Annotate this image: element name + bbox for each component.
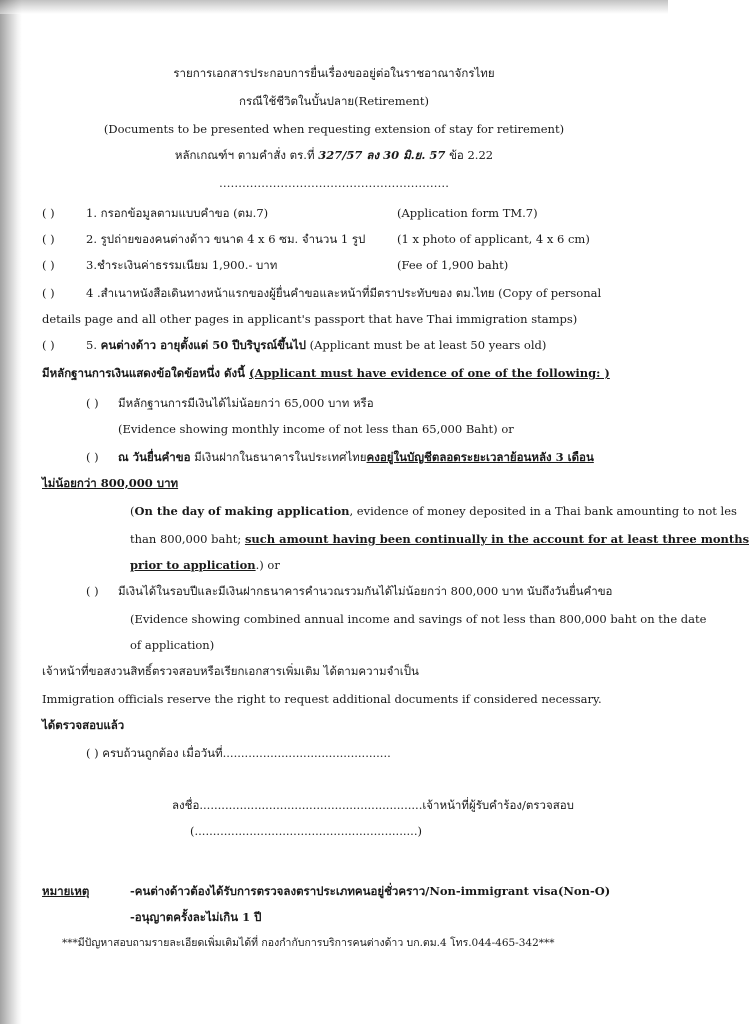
checked-heading: ได้ตรวจสอบแล้ว [42, 718, 125, 732]
item-5-line [86, 338, 546, 352]
option-2-english-rest: , evidence of money deposited in a Thai bank amounting to not les [349, 504, 737, 518]
item-4-line1: 4 .สำเนาหนังสือเดินทางหน้าแรกของผู้ยื่นคำขอและหน้าที่มีตราประทับของ ตม.ไทย (Copy of personal [86, 286, 602, 300]
checked-date-line[interactable]: ( ) ครบถ้วนถูกต้อง เมื่อวันที่.............................................. [86, 746, 391, 760]
option-2-english-prior: prior to application [130, 558, 256, 572]
option-2-thai [118, 450, 594, 464]
note-1: -คนต่างด้าวต้องได้รับการตรวจลงตราประเภทคนอยู่ชั่วคราว/Non-immigrant visa(Non-O) [130, 884, 611, 898]
option-2-bold: ณ วันยื่นคำขอ [118, 450, 191, 464]
item-1-checkbox[interactable]: ( ) [42, 206, 55, 220]
title-english: (Documents to be presented when requesting extension of stay for retirement) [103, 122, 565, 136]
option-3-checkbox[interactable]: ( ) [86, 584, 99, 598]
option-1-thai: มีหลักฐานการมีเงินได้ไม่น้อยกว่า 65,000 บาท หรือ [118, 396, 374, 410]
criteria-suffix: ข้อ 2.22 [449, 148, 494, 162]
criteria-prefix: หลักเกณฑ์ฯ ตามคำสั่ง ตร.ที่ [174, 148, 315, 162]
reserve-english: Immigration officials reserve the right to request additional documents if considered necessary. [42, 692, 602, 706]
item-5-bold-text: คนต่างด้าว อายุตั้งแต่ 50 ปีบริบูรณ์ขึ้นไป [100, 338, 306, 352]
option-3-english-line1: (Evidence showing combined annual income and savings of not less than 800,000 baht on the date [130, 612, 707, 626]
option-2-english-or: .) or [255, 558, 280, 572]
item-4-checkbox[interactable]: ( ) [42, 286, 55, 300]
option-1-english: (Evidence showing monthly income of not less than 65,000 Baht) or [118, 422, 514, 436]
item-5-checkbox[interactable]: ( ) [42, 338, 55, 352]
scan-shadow-top [0, 0, 668, 14]
item-3-text: 3.ชำระเงินค่าธรรมเนียม 1,900.- บาท [86, 258, 278, 272]
title-thai: รายการเอกสารประกอบการยื่นเรื่องขออยู่ต่อในราชอาณาจักรไทย [173, 66, 495, 80]
item-5-number: 5. [86, 338, 97, 352]
criteria-handwritten: 327/57 ลง 30 มิ.ย. 57 [318, 148, 446, 162]
contact-line: ***มีปัญหาสอบถามรายละเอียดเพิ่มเติมได้ที่ กองกำกับการบริการคนต่างด้าว บก.ตม.4 โทร.044-465-342*** [62, 937, 555, 949]
option-2-underlined: คงอยู่ในบัญชีตลอดระยะเวลาย้อนหลัง 3 เดือน [366, 450, 594, 464]
evidence-heading [42, 366, 610, 380]
item-4-line2: details page and all other pages in applicant's passport that have Thai immigration stamps) [42, 312, 578, 326]
option-2-english-line2 [130, 532, 749, 546]
item-3-english: (Fee of 1,900 baht) [397, 258, 509, 272]
notes-label: หมายเหตุ [42, 884, 90, 898]
subtitle-thai: กรณีใช้ชีวิตในบั้นปลาย(Retirement) [239, 94, 429, 108]
option-2-english-underlined: such amount having been continually in the account for at least three months [244, 532, 749, 546]
option-2-checkbox[interactable]: ( ) [86, 450, 99, 464]
option-3-thai: มีเงินได้ในรอบปีและมีเงินฝากธนาคารคำนวณรวมกันได้ไม่น้อยกว่า 800,000 บาท นับถึงวันยื่นคำขอ [118, 584, 613, 598]
option-2-amount: ไม่น้อยกว่า 800,000 บาท [42, 476, 179, 490]
signature-line[interactable]: ลงชื่อ.............................................................เจ้าหน้าที่ผู้รับคำร้อง/ตรวจสอบ [172, 798, 574, 812]
item-2-text: 2. รูปถ่ายของคนต่างด้าว ขนาด 4 x 6 ซม. จำนวน 1 รูป [86, 232, 366, 246]
item-1-text: 1. กรอกข้อมูลตามแบบคำขอ (ตม.7) [86, 206, 269, 220]
signature-name-line[interactable]: (.............................................................) [190, 824, 422, 838]
option-2-thai-text: มีเงินฝากในธนาคารในประเทศไทย [194, 450, 367, 464]
item-5-english: (Applicant must be at least 50 years old) [309, 338, 547, 352]
option-2-english-line1: (On the day of making application, evidence of money deposited in a Thai bank amounting to not les [130, 504, 737, 518]
reserve-thai: เจ้าหน้าที่ขอสงวนสิทธิ์ตรวจสอบหรือเรียกเอกสารเพิ่มเติม ได้ตามความจำเป็น [42, 664, 419, 678]
option-2-english-line3 [130, 558, 280, 572]
option-2-english-bold: On the day of making application [134, 504, 350, 518]
option-1-checkbox[interactable]: ( ) [86, 396, 99, 410]
option-2-english-amount: than 800,000 baht; [130, 532, 242, 546]
item-3-checkbox[interactable]: ( ) [42, 258, 55, 272]
criteria-line [0, 148, 668, 162]
item-2-checkbox[interactable]: ( ) [42, 232, 55, 246]
note-2: -อนุญาตครั้งละไม่เกิน 1 ปี [130, 910, 262, 924]
option-3-english-line2: of application) [130, 638, 215, 652]
evidence-heading-thai: มีหลักฐานการเงินแสดงข้อใดข้อหนึ่ง ดังนี้ [42, 366, 245, 380]
evidence-heading-english: (Applicant must have evidence of one of the following: ) [249, 366, 610, 380]
item-1-english: (Application form TM.7) [397, 206, 538, 220]
header-dots: …………………………………………………… [219, 176, 449, 190]
item-2-english: (1 x photo of applicant, 4 x 6 cm) [397, 232, 590, 246]
